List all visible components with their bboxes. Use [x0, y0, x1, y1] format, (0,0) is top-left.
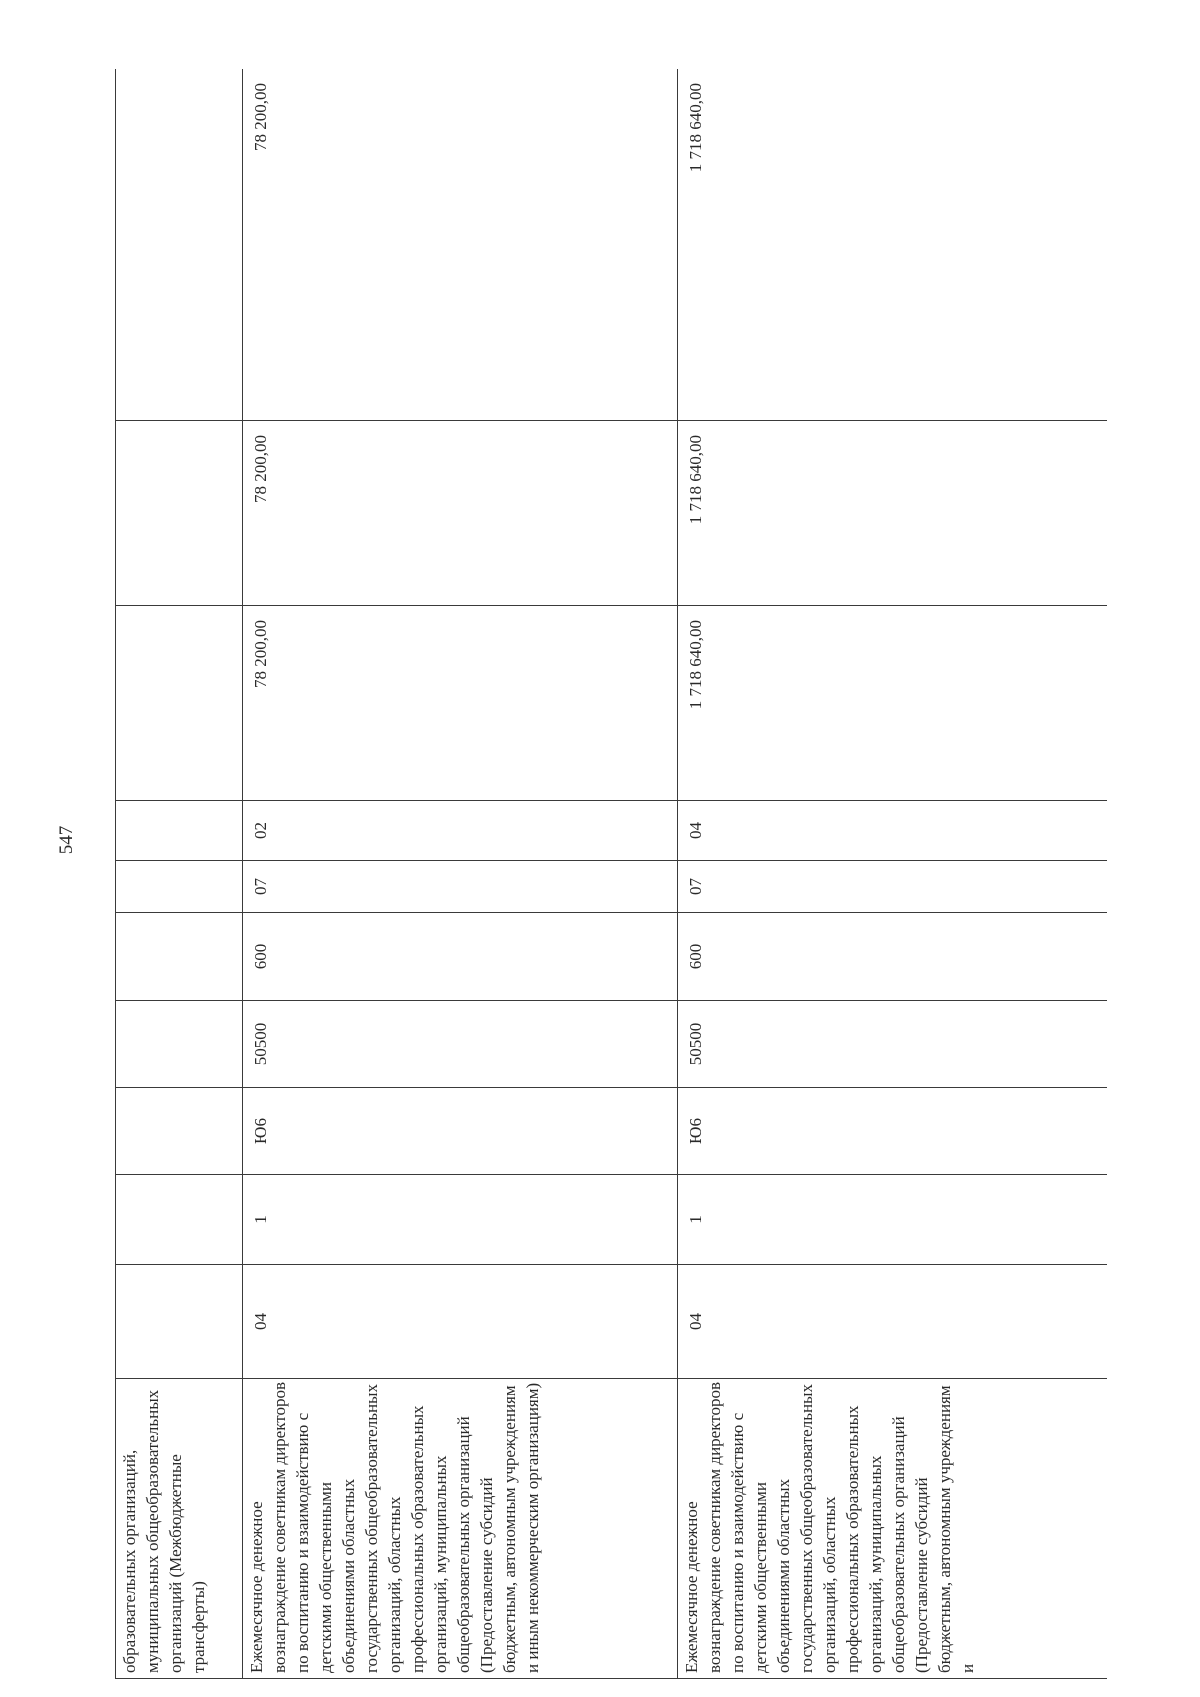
subsection-code: 04 [678, 801, 1108, 861]
amount-1: 78 200,00 [243, 606, 678, 801]
section-code: 04 [243, 1265, 678, 1379]
amount-3: 78 200,00 [243, 69, 678, 421]
chapter-code [116, 861, 243, 913]
subsection-code [116, 801, 243, 861]
budget-table-landscape [115, 69, 1107, 1679]
subsection-code: 02 [243, 801, 678, 861]
section-code: 04 [678, 1265, 1108, 1379]
chapter-code: 07 [678, 861, 1108, 913]
chapter-code: 07 [243, 861, 678, 913]
amount-1: 1 718 640,00 [678, 606, 1108, 801]
row-description: образовательных организаций, муниципальных общеобразовательных организаций (Межбюджетные трансферты) [116, 1379, 243, 1679]
amount-2 [116, 421, 243, 606]
program-code [116, 1175, 243, 1265]
expense-type-code: 600 [243, 913, 678, 1001]
expense-type-code [116, 913, 243, 1001]
direction-code: 50500 [243, 1001, 678, 1088]
program-code: 1 [243, 1175, 678, 1265]
subprogram-code: Ю6 [243, 1088, 678, 1175]
page-number: 547 [56, 825, 77, 855]
amount-3 [116, 69, 243, 421]
table-row [116, 69, 243, 1679]
direction-code: 50500 [678, 1001, 1108, 1088]
subprogram-code: Ю6 [678, 1088, 1108, 1175]
section-code [116, 1265, 243, 1379]
amount-3: 1 718 640,00 [678, 69, 1108, 421]
row-description: Ежемесячное денежное вознаграждение советникам директоров по воспитанию и взаимодействию с детскими общественными объединениями областных государственных общеобразовательных организаций, областных профессиональных образовательных организаций, муниципальных общеобразовательных организаций (Предоставление субсидий бюджетным, автономным учреждениям и иным некоммерческим организациям) [243, 1379, 678, 1679]
direction-code [116, 1001, 243, 1088]
amount-2: 78 200,00 [243, 421, 678, 606]
budget-table [115, 69, 1107, 1679]
amount-2: 1 718 640,00 [678, 421, 1108, 606]
amount-1 [116, 606, 243, 801]
program-code: 1 [678, 1175, 1108, 1265]
table-row [678, 69, 1108, 1679]
row-description: Ежемесячное денежное вознаграждение советникам директоров по воспитанию и взаимодействию с детскими общественными объединениями областных государственных общеобразовательных организаций, областных профессиональных образовательных организаций, муниципальных общеобразовательных организаций (Предоставление субсидий бюджетным, автономным учреждениям и [678, 1379, 1108, 1679]
table-row [243, 69, 678, 1679]
expense-type-code: 600 [678, 913, 1108, 1001]
subprogram-code [116, 1088, 243, 1175]
rotated-table-viewport [115, 69, 1107, 1679]
